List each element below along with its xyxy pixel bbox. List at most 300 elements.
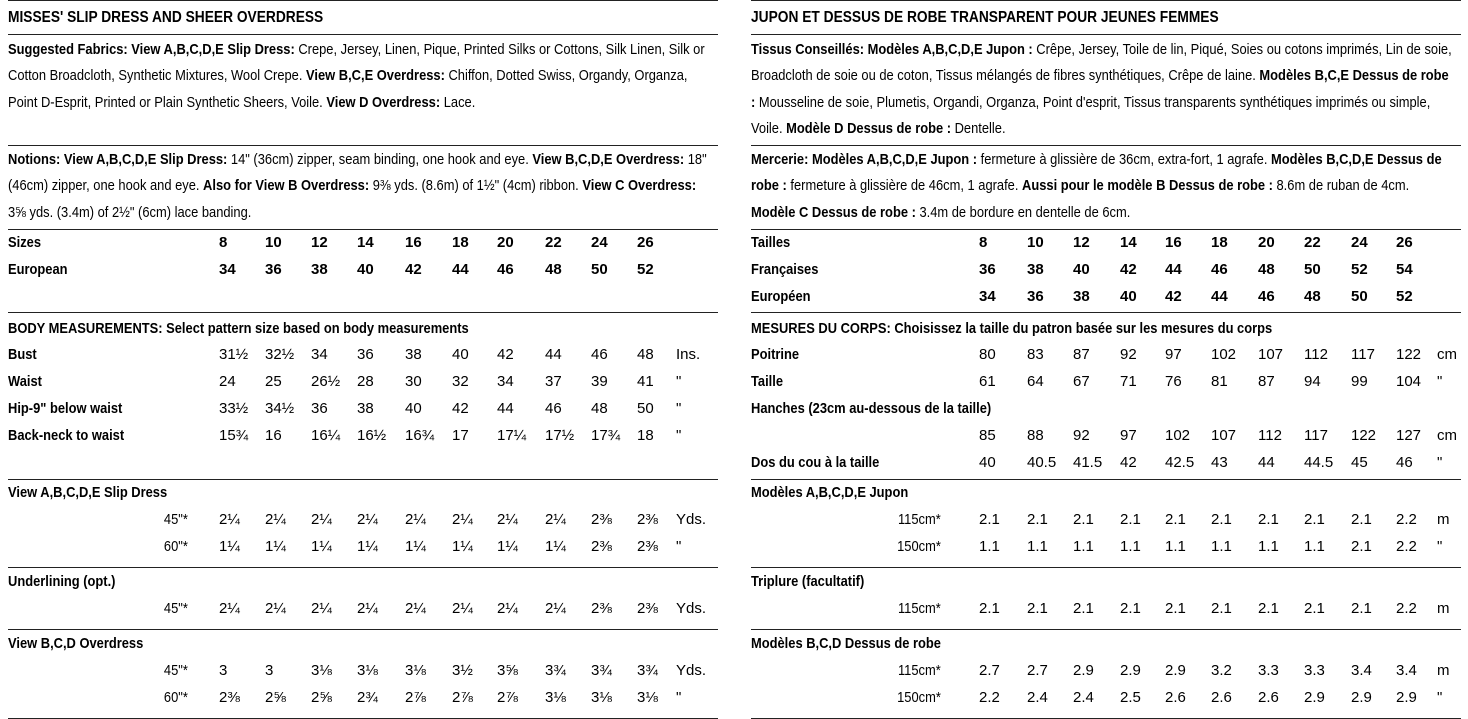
- size-row: [8, 234, 728, 260]
- cell-value: 2¼: [452, 511, 473, 528]
- cell-value: 2.1: [1211, 511, 1232, 528]
- cell-value: 46: [1396, 454, 1413, 471]
- divider: [751, 34, 1461, 35]
- cell-value: 2¼: [545, 511, 566, 528]
- cell-value: 2.6: [1165, 689, 1186, 706]
- cell-value: 15¾: [219, 427, 249, 444]
- suggested-fabrics: [8, 37, 713, 116]
- cell-value: 83: [1027, 346, 1044, 363]
- bold-label: View C Overdress:: [582, 177, 697, 195]
- cell-value: 92: [1073, 427, 1090, 444]
- bold-label: View B,C,D,E Overdress:: [532, 151, 685, 168]
- cell-value: 2.2: [1396, 600, 1417, 617]
- cell-value: 34: [219, 261, 236, 278]
- cell-value: 20: [497, 234, 514, 251]
- cell-value: 2⅝: [311, 689, 332, 706]
- divider: [8, 34, 718, 35]
- cell-value: 2.7: [1027, 662, 1048, 679]
- cell-value: 44: [497, 400, 514, 417]
- size-row: [8, 261, 728, 287]
- unit-label: ": [1437, 538, 1443, 555]
- cell-value: 2.1: [1120, 600, 1141, 617]
- cell-value: 34½: [265, 400, 295, 417]
- cell-value: 2⅞: [497, 689, 518, 706]
- cell-value: 2.1: [1351, 538, 1372, 555]
- cell-value: 32: [452, 373, 469, 390]
- body-text: Mousseline de soie, Plumetis, Organdi, Organza, Point d'esprit, Tissus transparents synthétiques imprimés ou simple, Voile.: [751, 93, 1431, 137]
- cell-value: 41: [637, 373, 654, 390]
- section-title: MISSES' SLIP DRESS AND SHEER OVERDRESS: [8, 9, 324, 26]
- cell-value: 1¼: [357, 538, 378, 555]
- divider: [751, 567, 1461, 568]
- measurement-row: [751, 400, 1468, 426]
- cell-value: 30: [405, 373, 422, 390]
- body-text: Crepe, Jersey, Linen, Pique, Printed Silks or Cottons, Silk Linen, Silk or Cotton Broadcloth, Synthetic Mixtures, Wool Crepe.: [8, 41, 705, 85]
- cell-value: 1.1: [1211, 538, 1232, 555]
- cell-value: 26: [1396, 234, 1413, 251]
- cell-value: 2.1: [1258, 511, 1279, 528]
- cell-value: 122: [1351, 427, 1377, 444]
- cell-value: 2.9: [1304, 689, 1325, 706]
- cell-value: 41.5: [1073, 454, 1103, 471]
- cell-value: 3: [219, 662, 228, 679]
- cell-value: 2.7: [979, 662, 1000, 679]
- cell-value: 48: [637, 346, 654, 363]
- cell-value: 3.4: [1351, 662, 1372, 679]
- cell-value: 2⅜: [219, 689, 240, 706]
- cell-value: 14: [357, 234, 374, 251]
- cell-value: 2.1: [1304, 600, 1325, 617]
- unit-label: ": [1437, 454, 1443, 471]
- body-text: Dentelle.: [951, 119, 1006, 137]
- cell-value: 52: [1396, 288, 1413, 305]
- cell-value: 38: [1027, 261, 1044, 278]
- bold-label: View B,C,E Overdress:: [306, 67, 445, 85]
- row-label: Hip-9" below waist: [8, 400, 123, 417]
- unit-label: ": [676, 373, 682, 390]
- cell-value: 31½: [219, 346, 249, 363]
- cell-value: 2⅜: [591, 600, 612, 617]
- row-label: 150cm*: [897, 538, 941, 555]
- unit-label: ": [676, 689, 682, 706]
- cell-value: 2¾: [357, 689, 378, 706]
- cell-value: 52: [1351, 261, 1368, 278]
- cell-value: 8: [219, 234, 228, 251]
- cell-value: 1.1: [979, 538, 1000, 555]
- cell-value: 17½: [545, 427, 575, 444]
- bold-label: Also for View B Overdress:: [203, 177, 370, 195]
- cell-value: 2¼: [265, 600, 286, 617]
- cell-value: 2.1: [1073, 600, 1094, 617]
- english-column: [8, 0, 718, 706]
- cell-value: 2¼: [405, 511, 426, 528]
- unit-label: ": [1437, 689, 1443, 706]
- cell-value: 2.5: [1120, 689, 1141, 706]
- cell-value: 2⅜: [637, 538, 658, 555]
- cell-value: 26½: [311, 373, 341, 390]
- cell-value: 1¼: [219, 538, 240, 555]
- cell-value: 2⅞: [452, 689, 473, 706]
- cell-value: 40: [405, 400, 422, 417]
- cell-value: 17¾: [591, 427, 621, 444]
- cell-value: 1.1: [1165, 538, 1186, 555]
- cell-value: 48: [1258, 261, 1275, 278]
- yardage-heading: View B,C,D Overdress: [8, 635, 144, 652]
- unit-label: cm: [1437, 427, 1457, 444]
- cell-value: 2.6: [1258, 689, 1279, 706]
- cell-value: 2.2: [1396, 538, 1417, 555]
- divider: [751, 629, 1461, 630]
- section-title: JUPON ET DESSUS DE ROBE TRANSPARENT POUR JEUNES FEMMES: [751, 9, 1219, 26]
- cell-value: 2⅜: [591, 538, 612, 555]
- cell-value: 2.1: [1120, 511, 1141, 528]
- row-label: Bust: [8, 346, 37, 363]
- cell-value: 26: [637, 234, 654, 251]
- cell-value: 2.9: [1073, 662, 1094, 679]
- yardage-row: [751, 538, 1468, 564]
- row-label: Dos du cou à la taille: [751, 454, 880, 471]
- cell-value: 3⅝: [497, 662, 518, 679]
- cell-value: 64: [1027, 373, 1044, 390]
- cell-value: 37: [545, 373, 562, 390]
- body-text: fermeture à glissière de 46cm, 1 agrafe.: [786, 177, 1023, 195]
- unit-label: Yds.: [676, 662, 707, 679]
- cell-value: 3¾: [637, 662, 658, 679]
- row-label: 150cm*: [897, 689, 941, 706]
- cell-value: 36: [311, 400, 328, 417]
- cell-value: 2.1: [1351, 600, 1372, 617]
- cell-value: 1¼: [265, 538, 286, 555]
- divider: [8, 629, 718, 630]
- cell-value: 28: [357, 373, 374, 390]
- cell-value: 2.1: [1073, 511, 1094, 528]
- bold-label: Tissus Conseillés: Modèles A,B,C,D,E Jupon :: [751, 41, 1033, 58]
- cell-value: 52: [637, 261, 654, 278]
- cell-value: 12: [1073, 234, 1090, 251]
- cell-value: 40: [979, 454, 996, 471]
- cell-value: 45: [1351, 454, 1368, 471]
- measurement-row: [751, 346, 1468, 372]
- cell-value: 104: [1396, 373, 1422, 390]
- cell-value: 2.1: [1351, 511, 1372, 528]
- cell-value: 18: [452, 234, 469, 251]
- cell-value: 34: [497, 373, 514, 390]
- french-column: [751, 0, 1461, 706]
- cell-value: 44: [1165, 261, 1182, 278]
- divider: [8, 312, 718, 313]
- cell-value: 16: [1165, 234, 1182, 251]
- measurement-row: [751, 373, 1468, 399]
- row-label: 115cm*: [898, 511, 941, 528]
- bold-label: Modèle D Dessus de robe :: [786, 119, 952, 137]
- row-label: Hanches (23cm au-dessous de la taille): [751, 400, 992, 417]
- row-label: European: [8, 261, 68, 278]
- bold-label: Modèles B,C,E Dessus de robe :: [751, 67, 1449, 111]
- cell-value: 34: [311, 346, 328, 363]
- cell-value: 1¼: [452, 538, 473, 555]
- cell-value: 85: [979, 427, 996, 444]
- cell-value: 25: [265, 373, 282, 390]
- size-row: [751, 288, 1468, 314]
- unit-label: Yds.: [676, 511, 707, 528]
- measurement-row: [8, 400, 728, 426]
- cell-value: 3⅛: [545, 689, 566, 706]
- cell-value: 94: [1304, 373, 1321, 390]
- cell-value: 102: [1165, 427, 1191, 444]
- cell-value: 2.1: [1165, 600, 1186, 617]
- cell-value: 39: [591, 373, 608, 390]
- body-text: Crêpe, Jersey, Toile de lin, Piqué, Soies ou cotons imprimés, Lin de soie, Broadcloth de soie ou de coton, Tissus mélangés de fibres synthétiques, Crêpe de laine.: [751, 41, 1452, 85]
- cell-value: 3.2: [1211, 662, 1232, 679]
- cell-value: 50: [1304, 261, 1321, 278]
- cell-value: 2⅜: [637, 511, 658, 528]
- cell-value: 46: [497, 261, 514, 278]
- cell-value: 3⅛: [405, 662, 426, 679]
- cell-value: 2.1: [979, 511, 1000, 528]
- divider: [8, 229, 718, 230]
- measurement-row: [8, 346, 728, 372]
- cell-value: 2.6: [1211, 689, 1232, 706]
- cell-value: 3⅛: [591, 689, 612, 706]
- cell-value: 112: [1258, 427, 1282, 444]
- row-label: Européen: [751, 288, 811, 305]
- divider: [751, 479, 1461, 480]
- divider: [751, 312, 1461, 313]
- cell-value: 99: [1351, 373, 1368, 390]
- row-label: 60"*: [164, 689, 188, 706]
- cell-value: 80: [979, 346, 996, 363]
- cell-value: 2.4: [1073, 689, 1094, 706]
- body-text: 8.6m de ruban de 4cm.: [1272, 177, 1410, 195]
- cell-value: 2.9: [1120, 662, 1141, 679]
- cell-value: 3.4: [1396, 662, 1417, 679]
- cell-value: 44: [1258, 454, 1275, 471]
- body-text: 18" (46cm) zipper, one hook and eye.: [8, 151, 707, 195]
- cell-value: 3¾: [591, 662, 612, 679]
- cell-value: 44: [1211, 288, 1228, 305]
- cell-value: 2⅞: [405, 689, 426, 706]
- bold-label: Suggested Fabrics: View A,B,C,D,E Slip Dress:: [8, 41, 295, 58]
- cell-value: 18: [1211, 234, 1228, 251]
- cell-value: 46: [545, 400, 562, 417]
- cell-value: 44: [545, 346, 562, 363]
- cell-value: 1.1: [1027, 538, 1048, 555]
- cell-value: 81: [1211, 373, 1228, 390]
- cell-value: 3⅛: [637, 689, 658, 706]
- cell-value: 1.1: [1120, 538, 1141, 555]
- cell-value: 34: [979, 288, 996, 305]
- cell-value: 2¼: [357, 511, 378, 528]
- row-label: 45"*: [164, 600, 188, 617]
- cell-value: 22: [545, 234, 562, 251]
- row-label: 115cm*: [898, 600, 941, 617]
- row-label: 115cm*: [898, 662, 941, 679]
- cell-value: 50: [591, 261, 608, 278]
- body-text: Lace.: [440, 93, 476, 111]
- cell-value: 17¼: [497, 427, 527, 444]
- cell-value: 12: [311, 234, 328, 251]
- cell-value: 2¼: [219, 511, 240, 528]
- body-text: 3.4m de bordure en dentelle de 6cm.: [915, 203, 1131, 221]
- cell-value: 24: [1351, 234, 1368, 251]
- notions: [751, 147, 1456, 226]
- cell-value: 36: [265, 261, 282, 278]
- cell-value: 3⅛: [357, 662, 378, 679]
- cell-value: 107: [1211, 427, 1237, 444]
- unit-label: m: [1437, 511, 1450, 528]
- cell-value: 102: [1211, 346, 1237, 363]
- cell-value: 32½: [265, 346, 295, 363]
- yardage-row: [751, 511, 1468, 537]
- yardage-row: [8, 689, 728, 715]
- unit-label: ": [676, 400, 682, 417]
- yardage-heading: Underlining (opt.): [8, 573, 116, 590]
- cell-value: 1.1: [1073, 538, 1094, 555]
- cell-value: 40: [1120, 288, 1137, 305]
- bold-label: Mercerie: Modèles A,B,C,D,E Jupon :: [751, 151, 978, 168]
- cell-value: 1.1: [1258, 538, 1279, 555]
- cell-value: 61: [979, 373, 996, 390]
- cell-value: 3.3: [1258, 662, 1279, 679]
- cell-value: 2.1: [1165, 511, 1186, 528]
- size-row: [751, 261, 1468, 287]
- cell-value: 2.9: [1351, 689, 1372, 706]
- yardage-row: [8, 511, 728, 537]
- cell-value: 87: [1258, 373, 1275, 390]
- cell-value: 38: [357, 400, 374, 417]
- yardage-row: [751, 689, 1468, 715]
- cell-value: 88: [1027, 427, 1044, 444]
- cell-value: 42: [452, 400, 469, 417]
- body-text: 9⅜ yds. (8.6m) of 1½" (4cm) ribbon.: [369, 177, 583, 195]
- cell-value: 2.9: [1396, 689, 1417, 706]
- cell-value: 2¼: [545, 600, 566, 617]
- cell-value: 87: [1073, 346, 1090, 363]
- body-measurements-heading: MESURES DU CORPS: Choisissez la taille du patron basée sur les mesures du corps: [751, 320, 1273, 337]
- unit-label: Ins.: [676, 346, 701, 363]
- yardage-heading: Modèles B,C,D Dessus de robe: [751, 635, 941, 652]
- cell-value: 40: [357, 261, 374, 278]
- cell-value: 17: [452, 427, 469, 444]
- cell-value: 3⅛: [311, 662, 332, 679]
- cell-value: 97: [1120, 427, 1137, 444]
- cell-value: 2.2: [979, 689, 1000, 706]
- cell-value: 2¼: [357, 600, 378, 617]
- unit-label: ": [676, 538, 682, 555]
- cell-value: 16½: [357, 427, 387, 444]
- bold-label: View D Overdress:: [326, 93, 441, 111]
- cell-value: 46: [591, 346, 608, 363]
- cell-value: 1¼: [405, 538, 426, 555]
- cell-value: 1.1: [1304, 538, 1325, 555]
- yardage-heading: Triplure (facultatif): [751, 573, 865, 590]
- yardage-heading: Modèles A,B,C,D,E Jupon: [751, 484, 909, 501]
- size-row: [751, 234, 1468, 260]
- cell-value: 48: [1304, 288, 1321, 305]
- cell-value: 2¼: [497, 511, 518, 528]
- yardage-row: [751, 662, 1468, 688]
- row-label: 60"*: [164, 538, 188, 555]
- cell-value: 2.1: [1304, 511, 1325, 528]
- bold-label: Aussi pour le modèle B Dessus de robe :: [1022, 177, 1273, 195]
- cell-value: 2¼: [405, 600, 426, 617]
- cell-value: 33½: [219, 400, 249, 417]
- cell-value: 36: [357, 346, 374, 363]
- cell-value: 71: [1120, 373, 1137, 390]
- body-text: 14" (36cm) zipper, seam binding, one hook and eye.: [227, 151, 533, 168]
- cell-value: 16¾: [405, 427, 435, 444]
- yardage-row: [751, 600, 1468, 626]
- body-text: 3⅝ yds. (3.4m) of 2½" (6cm) lace banding.: [8, 203, 252, 221]
- body-text: Chiffon, Dotted Swiss, Organdy, Organza, Point D-Esprit, Printed or Plain Synthetic Sheers, Voile.: [8, 67, 688, 111]
- suggested-fabrics: [751, 37, 1456, 142]
- cell-value: 122: [1396, 346, 1422, 363]
- cell-value: 38: [1073, 288, 1090, 305]
- bold-label: Modèles B,C,D,E Dessus de robe :: [751, 151, 1442, 195]
- cell-value: 97: [1165, 346, 1182, 363]
- cell-value: 40: [1073, 261, 1090, 278]
- cell-value: 117: [1351, 346, 1375, 363]
- cell-value: 18: [637, 427, 654, 444]
- cell-value: 2.1: [979, 600, 1000, 617]
- divider: [8, 567, 718, 568]
- cell-value: 2¼: [265, 511, 286, 528]
- row-label: Back-neck to waist: [8, 427, 125, 444]
- cell-value: 42: [497, 346, 514, 363]
- notions: [8, 147, 713, 226]
- cell-value: 42.5: [1165, 454, 1195, 471]
- yardage-row: [8, 538, 728, 564]
- row-label: Sizes: [8, 234, 41, 251]
- cell-value: 42: [1120, 454, 1137, 471]
- divider: [8, 479, 718, 480]
- cell-value: 2⅜: [591, 511, 612, 528]
- cell-value: 16: [405, 234, 422, 251]
- cell-value: 42: [1165, 288, 1182, 305]
- cell-value: 2.1: [1258, 600, 1279, 617]
- measurement-row: [751, 454, 1468, 480]
- cell-value: 24: [591, 234, 608, 251]
- yardage-row: [8, 662, 728, 688]
- unit-label: cm: [1437, 346, 1457, 363]
- measurement-row: [8, 373, 728, 399]
- cell-value: 54: [1396, 261, 1413, 278]
- cell-value: 117: [1304, 427, 1328, 444]
- cell-value: 42: [405, 261, 422, 278]
- row-label: 45"*: [164, 511, 188, 528]
- cell-value: 24: [219, 373, 236, 390]
- cell-value: 107: [1258, 346, 1284, 363]
- row-label: Taille: [751, 373, 784, 390]
- cell-value: 38: [405, 346, 422, 363]
- cell-value: 36: [1027, 288, 1044, 305]
- divider: [751, 0, 1461, 1]
- cell-value: 2⅝: [265, 689, 286, 706]
- unit-label: m: [1437, 600, 1450, 617]
- cell-value: 40: [452, 346, 469, 363]
- divider: [8, 145, 718, 146]
- cell-value: 50: [637, 400, 654, 417]
- cell-value: 42: [1120, 261, 1137, 278]
- cell-value: 2.2: [1396, 511, 1417, 528]
- cell-value: 2.9: [1165, 662, 1186, 679]
- measurement-row: [751, 427, 1468, 453]
- cell-value: 2¼: [311, 600, 332, 617]
- cell-value: 2¼: [311, 511, 332, 528]
- cell-value: 3.3: [1304, 662, 1325, 679]
- body-text: fermeture à glissière de 36cm, extra-fort, 1 agrafe.: [977, 151, 1272, 168]
- cell-value: 20: [1258, 234, 1275, 251]
